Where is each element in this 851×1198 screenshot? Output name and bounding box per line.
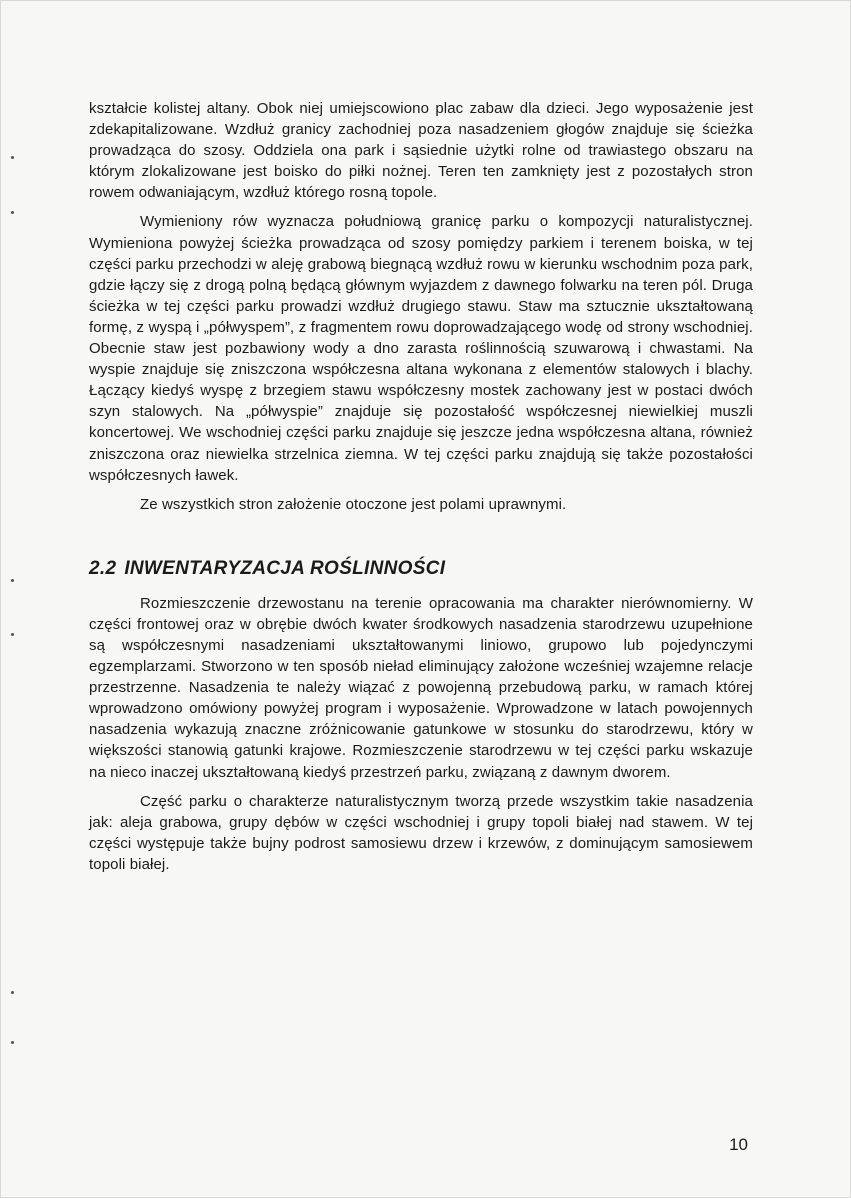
paragraph: Wymieniony rów wyznacza południową granicę parku o kompozycji naturalistycznej. Wymieniona powyżej ścieżka prowadząca od szosy pomiędzy parkiem i terenem boiska, w tej części parku przechodzi w aleję grabową biegnącą wzdłuż rowu w kierunku wschodnim poza park, gdzie łączy się z drogą polną będącą głównym wyjazdem z dawnego folwarku na teren pól. Druga ścieżka w tej części parku prowadzi wzdłuż drugiego stawu. Staw ma sztucznie ukształtowaną formę, z wyspą i „półwyspem”, z fragmentem rowu doprowadzającego wodę od strony wschodniej. Obecnie staw jest pozbawiony wody a dno zarasta roślinnością szuwarową i chwastami. Na wyspie znajduje się zniszczona współczesna altana wykonana z elementów stalowych i blachy. Łączący kiedyś wyspę z brzegiem stawu współczesny mostek zachowany jest w postaci dwóch szyn stalowych. Na „półwyspie” znajduje się pozostałość współczesnej niewielkiej muszli koncertowej. We wschodniej części parku znajduje się jeszcze jedna współczesna altana, również zniszczona oraz niewielka strzelnica ziemna. W tej części parku znajdują się także pozostałości współczesnych ławek.: [89, 213, 753, 484]
page-number: 10: [729, 1135, 748, 1154]
document-body: [89, 98, 753, 875]
paragraph: Ze wszystkich stron założenie otoczone jest polami uprawnymi.: [140, 495, 567, 513]
section-title: INWENTARYZACJA ROŚLINNOŚCI: [124, 557, 446, 579]
scan-mark: [11, 579, 14, 582]
scan-mark: [11, 633, 14, 636]
paragraph: Część parku o charakterze naturalistycznym tworzą przede wszystkim takie nasadzenia jak: aleja grabowa, grupy dębów w części wschodniej i grupy topoli białej nad stawem. W tej części występuje także bujny podrost samosiewu drzew i krzewów, z dominującym samosiewem topoli białej.: [89, 792, 753, 873]
section-number: 2.2: [89, 557, 117, 579]
scan-mark: [11, 211, 14, 214]
scan-mark: [11, 991, 14, 994]
scan-mark: [11, 1041, 14, 1044]
paragraph: Rozmieszczenie drzewostanu na terenie opracowania ma charakter nierównomierny. W części frontowej oraz w obrębie dwóch kwater środkowych nasadzenia starodrzewu uzupełnione są współczesnymi nasadzeniami ukształtowanymi liniowo, grupowo lub pojedynczymi egzemplarzami. Stworzono w ten sposób nieład eliminujący założone wcześniej wzajemne relacje przestrzenne. Nasadzenia te należy wiązać z powojenną przebudową parku, w ramach której wprowadzono omówiony powyżej program i wyposażenie. Wprowadzone w latach powojennych nasadzenia wykazują znaczne zróżnicowanie gatunkowe w stosunku do starodrzewu, który w większości stanowią gatunki krajowe. Rozmieszczenie starodrzewu w tej części parku wskazuje na nieco inaczej ukształtowaną kiedyś przestrzeń parku, związaną z dawnym dworem.: [89, 594, 753, 781]
scan-mark: [11, 156, 14, 159]
paragraph: kształcie kolistej altany. Obok niej umiejscowiono plac zabaw dla dzieci. Jego wyposażenie jest zdekapitalizowane. Wzdłuż granicy zachodniej poza nasadzeniem głogów znajduje się ścieżka prowadząca do szosy. Oddziela ona park i sąsiednie użytki rolne od trawiastego obszaru na którym zlokalizowane jest boisko do piłki nożnej. Teren ten zamknięty jest z pozostałych stron rowem odwaniającym, wzdłuż którego rosną topole.: [89, 100, 753, 202]
section-heading: [89, 557, 753, 581]
